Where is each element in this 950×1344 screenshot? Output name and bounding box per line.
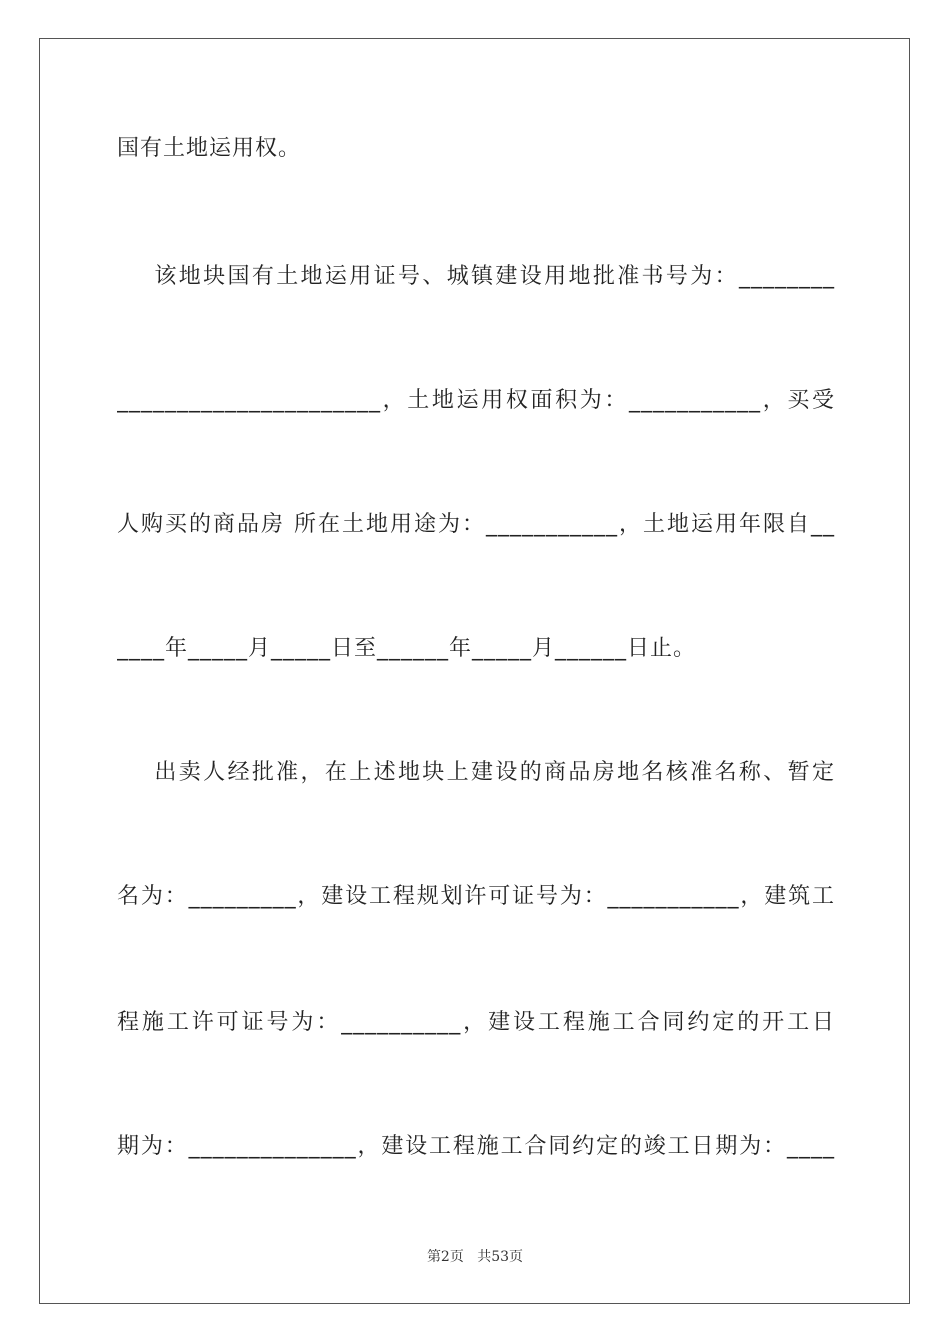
text-line-2: 该地块国有土地运用证号、城镇建设用地批准书号为：________	[117, 264, 835, 289]
text-line-8: 程施工许可证号为：__________，建设工程施工合同约定的开工日	[117, 1010, 835, 1035]
page-frame	[39, 38, 910, 1304]
text-line-3: ______________________，土地运用权面积为：___________，买受	[117, 388, 835, 413]
text-line-5: ____年_____月_____日至______年_____月______日止。	[117, 636, 697, 661]
text-line-4: 人购买的商品房 所在土地用途为：___________，土地运用年限自__	[117, 512, 835, 537]
page-footer	[0, 1248, 950, 1266]
text-line-6: 出卖人经批准，在上述地块上建设的商品房地名核准名称、暂定	[117, 760, 835, 785]
page-total: 共53页	[477, 1249, 524, 1265]
text-line-7: 名为：_________，建设工程规划许可证号为：___________，建筑工	[117, 884, 835, 909]
page-number: 第2页	[426, 1249, 464, 1265]
text-line-1: 国有土地运用权。	[117, 136, 302, 161]
text-line-9: 期为：______________，建设工程施工合同约定的竣工日期为：____	[117, 1134, 835, 1159]
